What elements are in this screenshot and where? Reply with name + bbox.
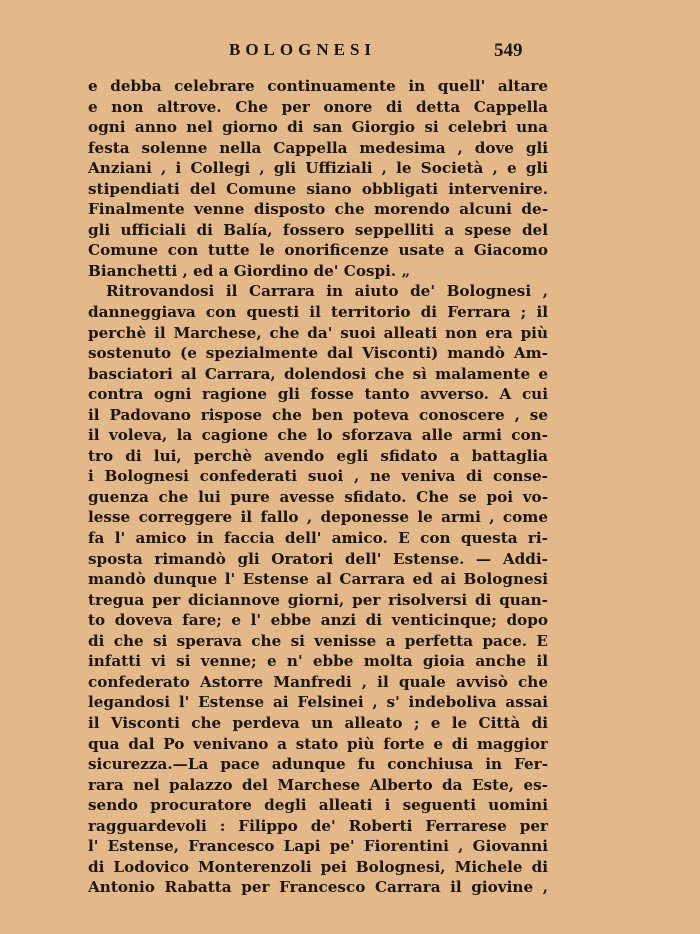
text-line: contra ogni ragione gli fosse tanto avverso. A cui <box>88 385 548 404</box>
page-number: 549 <box>494 40 523 61</box>
text-line: Comune con tutte le onorificenze usate a Giacomo <box>88 241 548 260</box>
text-line: sposta rimandò gli Oratori dell' Estense. — Addi- <box>88 549 548 568</box>
text-line: ogni anno nel giorno di san Giorgio si celebri una <box>88 118 548 137</box>
text-line: lesse correggere il fallo , deponesse le armi , come <box>88 508 548 527</box>
text-line: basciatori al Carrara, dolendosi che sì malamente e <box>88 364 548 383</box>
text-line: legandosi l' Estense ai Felsinei , s' indeboliva assai <box>88 693 548 712</box>
paragraph-end-line: Bianchetti , ed a Giordino de' Cospi. „ <box>88 261 411 280</box>
text-line: Finalmente venne disposto che morendo alcuni de- <box>88 200 548 219</box>
text-line: infatti vi si venne; e n' ebbe molta gioia anche il <box>88 652 548 671</box>
text-line: guenza che lui pure avesse sfidato. Che se poi vo- <box>88 487 548 506</box>
text-line: sendo procuratore degli alleati i seguenti uomini <box>88 796 548 815</box>
text-line: danneggiava con questi il territorio di Ferrara ; il <box>88 303 548 322</box>
text-line: gli ufficiali di Balía, fossero seppelliti a spese del <box>88 220 548 239</box>
text-line: mandò dunque l' Estense al Carrara ed ai Bolognesi <box>88 570 548 589</box>
text-line: perchè il Marchese, che da' suoi alleati non era più <box>88 323 548 342</box>
text-line: sicurezza.—La pace adunque fu conchiusa in Fer- <box>88 755 548 774</box>
text-line: il voleva, la cagione che lo sforzava alle armi con- <box>88 426 548 445</box>
text-line: il Visconti che perdeva un alleato ; e le Città di <box>88 713 548 732</box>
text-line: Anziani , i Collegi , gli Uffiziali , le Società , e gli <box>88 159 548 178</box>
text-line: qua dal Po venivano a stato più forte e di maggior <box>88 734 548 753</box>
text-line: tregua per diciannove giorni, per risolversi di quan- <box>88 590 548 609</box>
text-line: l' Estense, Francesco Lapi pe' Fiorentini , Giovanni <box>88 837 548 856</box>
text-line: sostenuto (e spezialmente dal Visconti) mandò Am- <box>88 344 548 363</box>
text-line: il Padovano rispose che ben poteva conoscere , se <box>88 405 548 424</box>
text-line: e debba celebrare continuamente in quell' altare <box>88 77 548 95</box>
paragraph-start-line: Ritrovandosi il Carrara in aiuto de' Bolognesi , <box>106 282 548 301</box>
body-text <box>88 76 548 898</box>
text-line: festa solenne nella Cappella medesima , dove gli <box>88 138 548 157</box>
text-line: to doveva fare; e l' ebbe anzi di venticinque; dopo <box>88 611 548 630</box>
text-line: di che si sperava che si venisse a perfetta pace. E <box>88 631 548 650</box>
text-line: ragguardevoli : Filippo de' Roberti Ferrarese per <box>88 816 548 835</box>
text-line: di Lodovico Monterenzoli pei Bolognesi, Michele di <box>88 857 548 876</box>
text-line: i Bolognesi confederati suoi , ne veniva di conse- <box>88 467 548 486</box>
running-title: BOLOGNESI <box>229 40 377 59</box>
text-line: confederato Astorre Manfredi , il quale avvisò che <box>88 672 548 691</box>
text-line: fa l' amico in faccia dell' amico. E con questa ri- <box>88 529 548 548</box>
text-line: tro di lui, perchè avendo egli sfidato a battaglia <box>88 446 548 465</box>
text-line: e non altrove. Che per onore di detta Cappella <box>88 97 548 116</box>
text-line: stipendiati del Comune siano obbligati intervenire. <box>88 179 548 198</box>
text-line: Antonio Rabatta per Francesco Carrara il giovine , <box>88 878 548 897</box>
text-line: rara nel palazzo del Marchese Alberto da Este, es- <box>88 775 548 794</box>
